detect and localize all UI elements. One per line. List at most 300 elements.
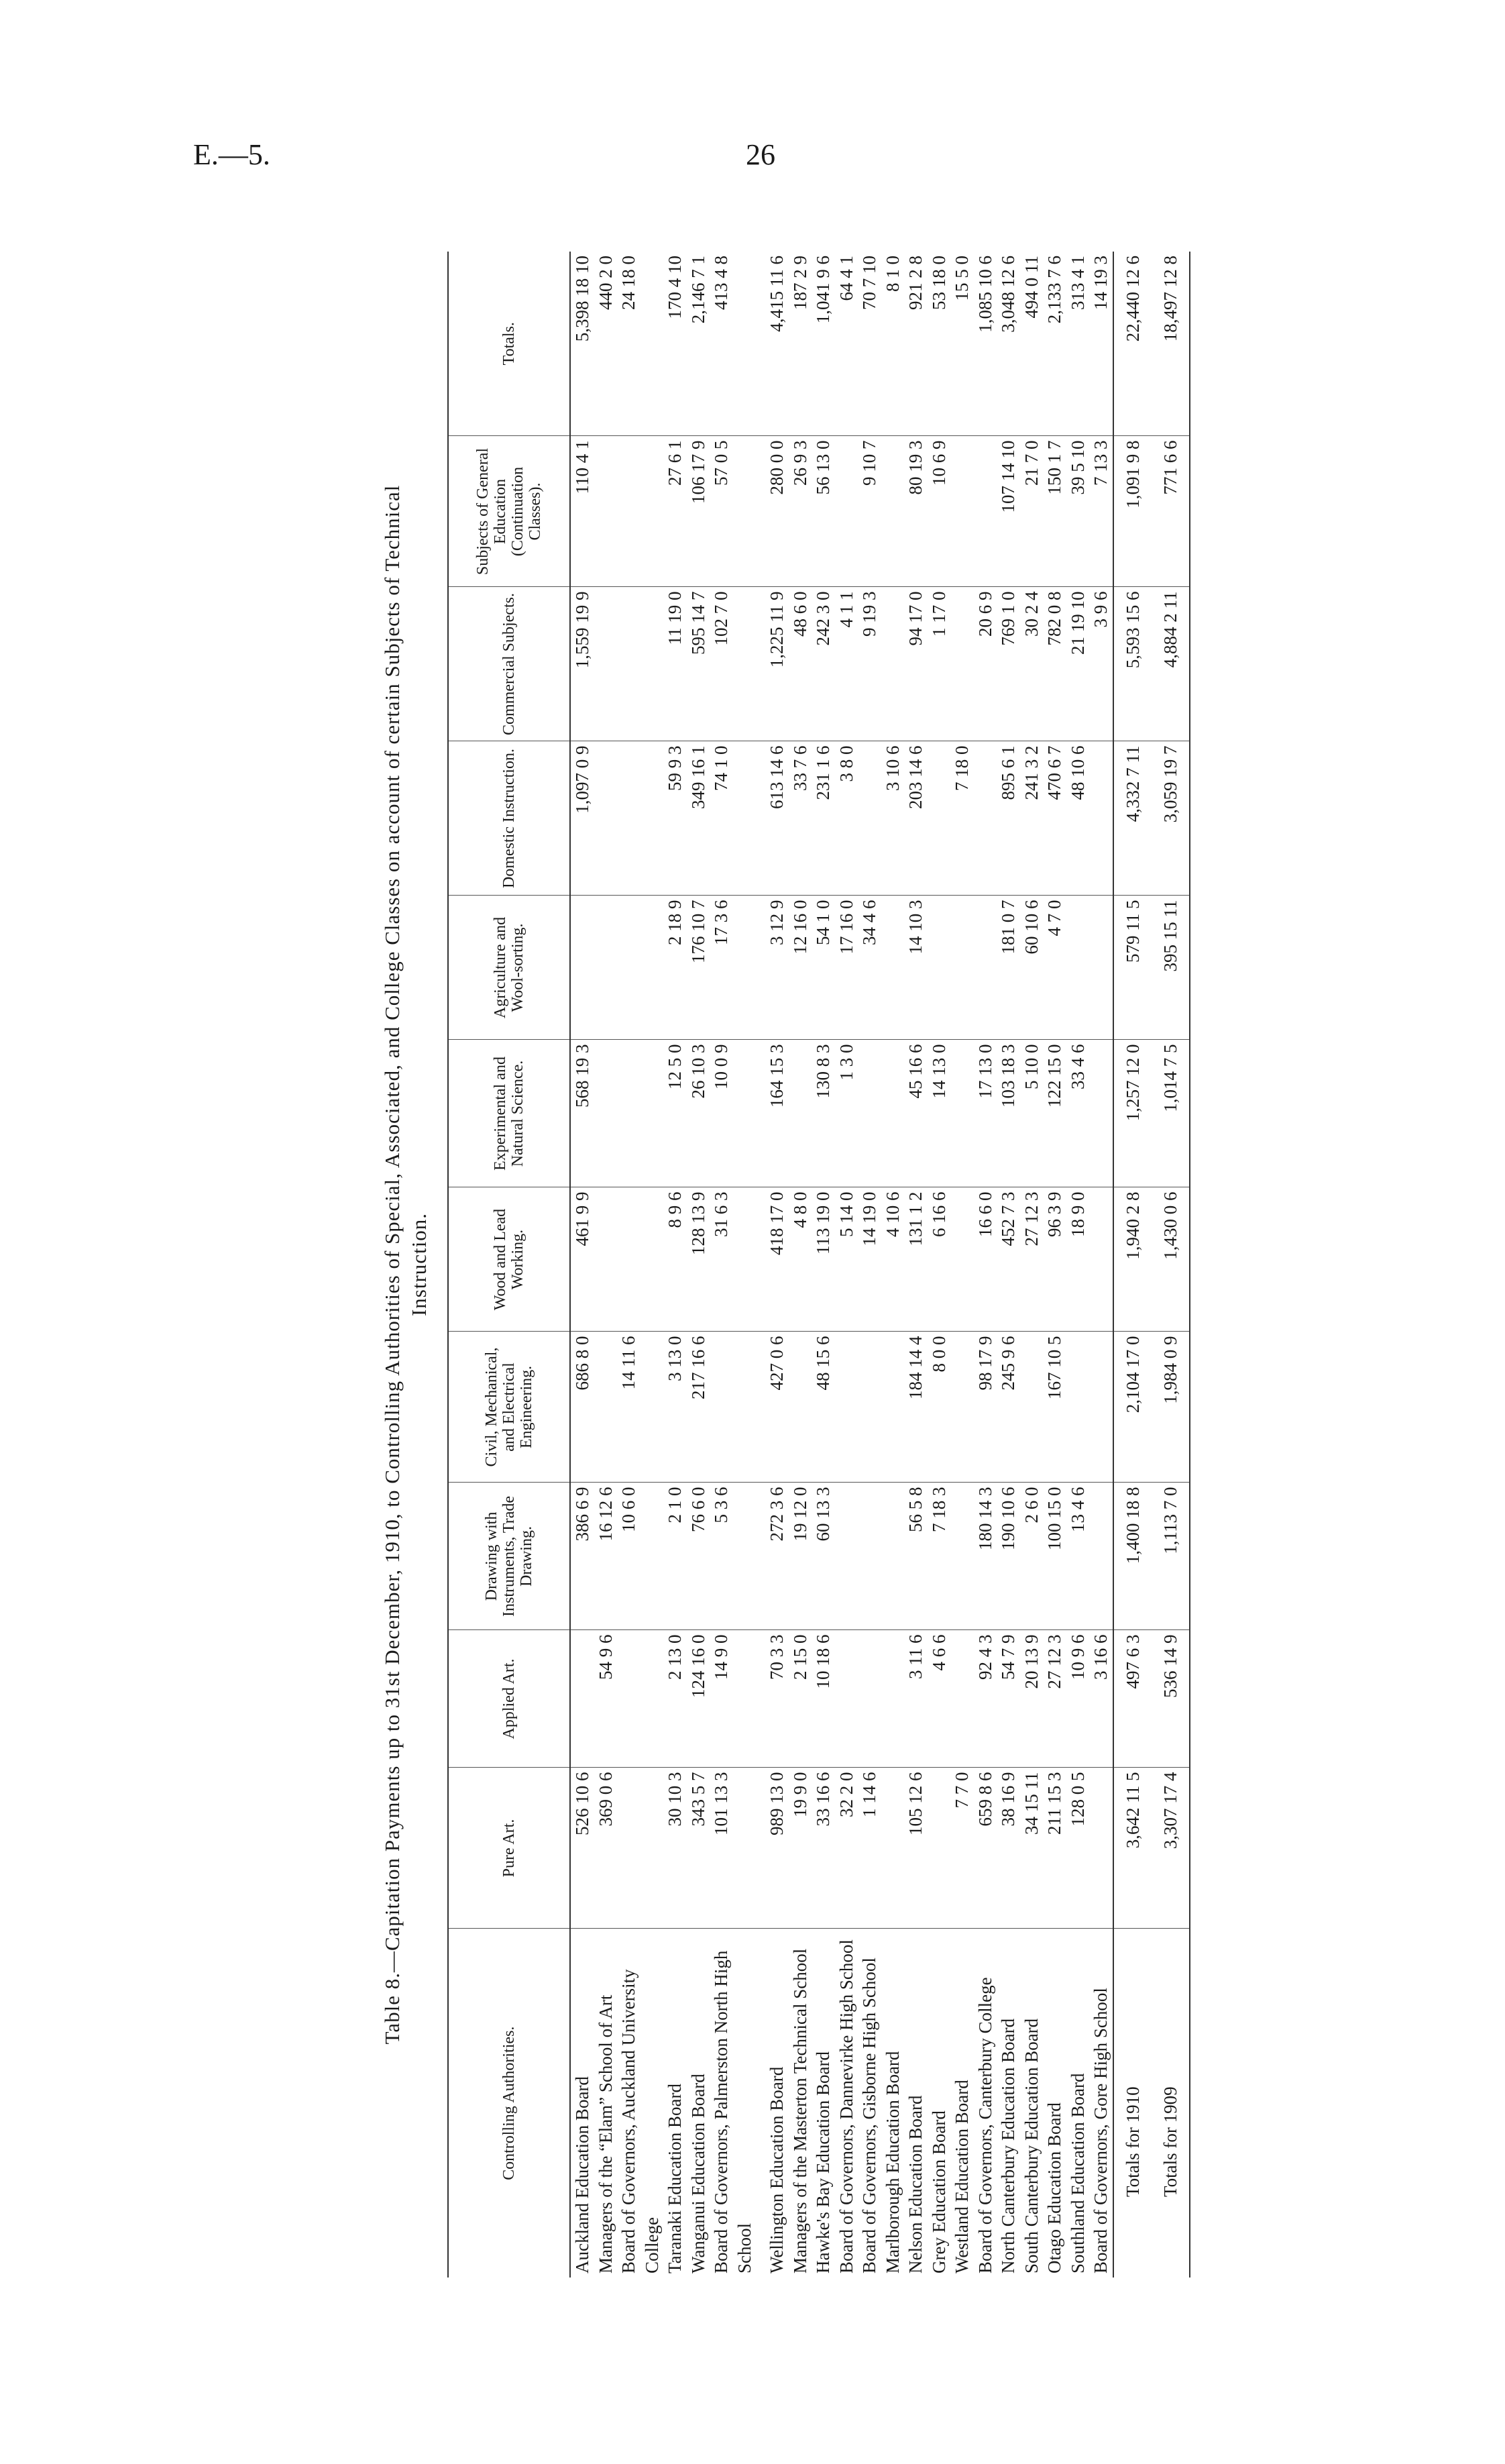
column-header: Totals. [448,252,570,436]
amount-cell: 14 19 3 [1089,252,1113,436]
amount-cell: 21 7 0 [1020,436,1044,587]
amount-cell [789,1332,812,1483]
amount-cell [950,1040,974,1187]
amount-cell: 1,400 18 8 [1113,1483,1152,1630]
authority-name: Marlborough Education Board [882,2051,903,2273]
caption-line-1: Table 8.—Capitation Payments up to 31st December, 1910, to Controlling Authorities of Special, Associated, and College Classes on account of certain Subjects of Technical [380,484,404,2045]
amount-cell: 33 7 6 [789,741,812,896]
amount-cell: 7 18 0 [950,741,974,896]
amount-cell: 131 1 2 [904,1187,928,1332]
amount-cell: 245 9 6 [997,1332,1020,1483]
amount-cell: 20 13 9 [1020,1630,1044,1768]
authority-name: Managers of the Masterton Technical School [789,1948,810,2273]
amount-cell: 130 8 3 [812,1040,835,1187]
amount-cell: 167 10 5 [1043,1332,1066,1483]
amount-cell: 5,398 18 10 [570,252,594,436]
amount-cell [1089,1040,1113,1187]
amount-cell [1089,1768,1113,1929]
column-header: Subjects of General Education (Continuation Classes). [448,436,570,587]
amount-cell: 113 19 0 [812,1187,835,1332]
amount-cell [858,1040,881,1187]
amount-cell: 1,559 19 9 [570,587,594,741]
amount-cell: 54 9 6 [594,1630,618,1768]
amount-cell [1089,741,1113,896]
capitation-table [447,252,1190,2278]
amount-cell: 10 18 6 [812,1630,835,1768]
table-row [617,252,663,2278]
amount-cell [1066,1332,1090,1483]
amount-cell: 5,593 15 6 [1113,587,1152,741]
amount-cell [617,1768,663,1929]
amount-cell: 94 17 0 [904,587,928,741]
amount-cell: 170 4 10 [663,252,687,436]
spacer-cell [756,1187,765,1332]
amount-cell: 211 15 3 [1043,1768,1066,1929]
amount-cell: 241 3 2 [1020,741,1044,896]
column-header: Experimental and Natural Science. [448,1040,570,1187]
amount-cell [1066,896,1090,1040]
amount-cell: 24 18 0 [617,252,663,436]
table-row [1066,252,1090,2278]
amount-cell: 12 16 0 [789,896,812,1040]
amount-cell [835,436,858,587]
authority-name: Board of Governors, Palmerston North High School [711,1950,755,2273]
amount-cell: 101 13 3 [710,1768,756,1929]
amount-cell: 57 0 5 [710,436,756,587]
amount-cell: 38 16 9 [997,1768,1020,1929]
table-row [765,252,789,2278]
table-row [904,252,928,2278]
amount-cell [928,741,951,896]
amount-cell [617,1040,663,1187]
amount-cell [974,436,997,587]
column-header: Drawing with Instruments, Trade Drawing. [448,1483,570,1630]
column-header: Civil, Mechanical, and Electrical Engineering. [448,1332,570,1483]
spacer-cell [756,741,765,896]
amount-cell [617,1630,663,1768]
amount-cell: 124 16 0 [687,1630,710,1768]
amount-cell [835,1332,858,1483]
amount-cell: 1,984 0 9 [1152,1332,1190,1483]
table-row [663,252,687,2278]
amount-cell: 1 17 0 [928,587,951,741]
authority-name: North Canterbury Education Board [998,2018,1018,2273]
amount-cell [881,1040,905,1187]
amount-cell: 3 16 6 [1089,1630,1113,1768]
amount-cell [881,587,905,741]
amount-cell: 1,097 0 9 [570,741,594,896]
amount-cell: 5 14 0 [835,1187,858,1332]
amount-cell: 4,332 7 11 [1113,741,1152,896]
amount-cell: 16 12 6 [594,1483,618,1630]
amount-cell: 11 19 0 [663,587,687,741]
amount-cell: 343 5 7 [687,1768,710,1929]
amount-cell [858,1630,881,1768]
table-row [997,252,1020,2278]
amount-cell [789,1040,812,1187]
amount-cell: 80 19 3 [904,436,928,587]
amount-cell [594,741,618,896]
amount-cell: 494 0 11 [1020,252,1044,436]
amount-cell: 242 3 0 [812,587,835,741]
amount-cell [710,1332,756,1483]
amount-cell: 56 5 8 [904,1483,928,1630]
amount-cell: 18 9 0 [1066,1187,1090,1332]
amount-cell: 128 13 9 [687,1187,710,1332]
amount-cell [570,896,594,1040]
amount-cell: 20 6 9 [974,587,997,741]
amount-cell: 1,225 11 9 [765,587,789,741]
amount-cell [617,896,663,1040]
amount-cell: 2,104 17 0 [1113,1332,1152,1483]
spacer-cell [756,1483,765,1630]
amount-cell [881,1630,905,1768]
amount-cell: 21 19 10 [1066,587,1090,741]
amount-cell: 2 1 0 [663,1483,687,1630]
table-row [1152,252,1190,2278]
amount-cell [950,1483,974,1630]
authority-name: Totals for 1909 [1152,1929,1190,2278]
column-header: Pure Art. [448,1768,570,1929]
amount-cell: 10 9 6 [1066,1630,1090,1768]
amount-cell [974,896,997,1040]
amount-cell: 105 12 6 [904,1768,928,1929]
amount-cell: 386 6 9 [570,1483,594,1630]
amount-cell: 10 6 9 [928,436,951,587]
amount-cell: 6 16 6 [928,1187,951,1332]
amount-cell [1089,1187,1113,1332]
amount-cell: 497 6 3 [1113,1630,1152,1768]
table-row [1113,252,1152,2278]
amount-cell: 8 1 0 [881,252,905,436]
amount-cell [594,1040,618,1187]
authority-name: Board of Governors, Gore High School [1091,1988,1111,2273]
amount-cell: 34 4 6 [858,896,881,1040]
amount-cell: 33 4 6 [1066,1040,1090,1187]
amount-cell: 921 2 8 [904,252,928,436]
amount-cell: 31 6 3 [710,1187,756,1332]
amount-cell: 280 0 0 [765,436,789,587]
amount-cell: 187 2 9 [789,252,812,436]
amount-cell [617,436,663,587]
amount-cell: 231 1 6 [812,741,835,896]
amount-cell: 8 9 6 [663,1187,687,1332]
table-caption [379,252,433,2278]
amount-cell [950,587,974,741]
amount-cell [594,1332,618,1483]
amount-cell: 1,430 0 6 [1152,1187,1190,1332]
amount-cell: 17 13 0 [974,1040,997,1187]
amount-cell: 96 3 9 [1043,1187,1066,1332]
page-code: E.—5. [193,138,270,171]
amount-cell [928,896,951,1040]
table-row [1043,252,1066,2278]
amount-cell: 1,085 10 6 [974,252,997,436]
amount-cell: 659 8 6 [974,1768,997,1929]
amount-cell: 76 6 0 [687,1483,710,1630]
amount-cell: 313 4 1 [1066,252,1090,436]
amount-cell: 3 11 6 [904,1630,928,1768]
table-row [928,252,951,2278]
amount-cell: 3 10 6 [881,741,905,896]
amount-cell: 4 1 1 [835,587,858,741]
amount-cell: 14 10 3 [904,896,928,1040]
amount-cell: 10 6 0 [617,1483,663,1630]
table-row [1089,252,1113,2278]
caption-line-2: Instruction. [407,1212,431,1317]
amount-cell: 413 4 8 [710,252,756,436]
authority-name: Westland Education Board [952,2080,972,2273]
amount-cell: 19 9 0 [789,1768,812,1929]
spacer-cell [756,896,765,1040]
amount-cell: 613 14 6 [765,741,789,896]
amount-cell [617,1187,663,1332]
amount-cell: 56 13 0 [812,436,835,587]
authority-name: Totals for 1910 [1113,1929,1152,2278]
spacer-cell [756,252,765,436]
amount-cell: 452 7 3 [997,1187,1020,1332]
amount-cell: 771 6 6 [1152,436,1190,587]
amount-cell: 3,642 11 5 [1113,1768,1152,1929]
amount-cell: 4 8 0 [789,1187,812,1332]
authority-name: Wanganui Education Board [687,2074,708,2273]
table-row [881,252,905,2278]
spacer-cell [756,1332,765,1483]
amount-cell [858,741,881,896]
authority-name: Nelson Education Board [905,2095,926,2273]
amount-cell [617,587,663,741]
amount-cell: 54 7 9 [997,1630,1020,1768]
amount-cell: 3,059 19 7 [1152,741,1190,896]
amount-cell: 526 10 6 [570,1768,594,1929]
amount-cell: 33 16 6 [812,1768,835,1929]
amount-cell: 100 15 0 [1043,1483,1066,1630]
amount-cell: 18,497 12 8 [1152,252,1190,436]
spacer-cell [756,1630,765,1768]
amount-cell: 217 16 6 [687,1332,710,1483]
amount-cell [835,1483,858,1630]
amount-cell: 22,440 12 6 [1113,252,1152,436]
amount-cell [1089,1332,1113,1483]
amount-cell: 92 4 3 [974,1630,997,1768]
column-header: Domestic Instruction. [448,741,570,896]
amount-cell: 176 10 7 [687,896,710,1040]
column-header: Agriculture and Wool-sorting. [448,896,570,1040]
amount-cell: 272 3 6 [765,1483,789,1630]
amount-cell: 70 7 10 [858,252,881,436]
amount-cell: 2 15 0 [789,1630,812,1768]
amount-cell: 180 14 3 [974,1483,997,1630]
amount-cell: 48 6 0 [789,587,812,741]
authority-name: Auckland Education Board [572,2076,592,2273]
amount-cell [1020,1332,1044,1483]
amount-cell [950,436,974,587]
spacer-cell [756,1040,765,1187]
authority-name: South Canterbury Education Board [1021,2018,1042,2273]
amount-cell: 4,884 2 11 [1152,587,1190,741]
table-row [570,252,594,2278]
amount-cell: 5 3 6 [710,1483,756,1630]
authority-name: Hawke's Bay Education Board [813,2051,833,2273]
spacer-cell [756,1768,765,1929]
amount-cell: 106 17 9 [687,436,710,587]
amount-cell: 60 10 6 [1020,896,1044,1040]
authority-name: Wellington Education Board [767,2066,787,2273]
amount-cell: 103 18 3 [997,1040,1020,1187]
amount-cell: 17 3 6 [710,896,756,1040]
authority-name: Grey Education Board [928,2110,949,2273]
amount-cell: 3 12 9 [765,896,789,1040]
amount-cell: 15 5 0 [950,252,974,436]
amount-cell: 2,133 7 6 [1043,252,1066,436]
amount-cell [1089,896,1113,1040]
amount-cell: 54 1 0 [812,896,835,1040]
amount-cell: 7 18 3 [928,1483,951,1630]
amount-cell: 568 19 3 [570,1040,594,1187]
amount-cell: 10 0 9 [710,1040,756,1187]
amount-cell: 74 1 0 [710,741,756,896]
amount-cell: 4 7 0 [1043,896,1066,1040]
amount-cell: 369 0 6 [594,1768,618,1929]
authority-name: Otago Education Board [1044,2102,1064,2273]
amount-cell: 184 14 4 [904,1332,928,1483]
amount-cell: 7 7 0 [950,1768,974,1929]
amount-cell: 181 0 7 [997,896,1020,1040]
amount-cell: 4 6 6 [928,1630,951,1768]
amount-cell: 579 11 5 [1113,896,1152,1040]
amount-cell: 190 10 6 [997,1483,1020,1630]
spacer-cell [756,587,765,741]
amount-cell: 1 14 6 [858,1768,881,1929]
table-row [950,252,974,2278]
authority-name: Managers of the “Elam” School of Art [595,1994,616,2273]
table-body [570,252,1190,2278]
authority-name: Board of Governors, Canterbury College [974,1977,995,2273]
amount-cell: 16 6 0 [974,1187,997,1332]
amount-cell: 4,415 11 6 [765,252,789,436]
amount-cell: 98 17 9 [974,1332,997,1483]
amount-cell: 769 1 0 [997,587,1020,741]
amount-cell [950,1630,974,1768]
amount-cell [570,1630,594,1768]
amount-cell: 17 16 0 [835,896,858,1040]
amount-cell: 1,091 9 8 [1113,436,1152,587]
amount-cell: 128 0 5 [1066,1768,1090,1929]
amount-cell: 27 6 1 [663,436,687,587]
amount-cell [858,1332,881,1483]
amount-cell: 26 10 3 [687,1040,710,1187]
amount-cell: 3,307 17 4 [1152,1768,1190,1929]
authority-name: Board of Governors, Gisborne High School [859,1958,879,2273]
column-header: Controlling Authorities. [448,1929,570,2278]
amount-cell: 395 15 11 [1152,896,1190,1040]
amount-cell [881,436,905,587]
amount-cell: 595 14 7 [687,587,710,741]
authority-name: Board of Governors, Dannevirke High School [836,1939,856,2273]
authority-name: Board of Governors, Auckland University College [618,1969,662,2273]
amount-cell: 349 16 1 [687,741,710,896]
amount-cell: 3,048 12 6 [997,252,1020,436]
amount-cell: 1,041 9 6 [812,252,835,436]
column-header: Wood and Lead Working. [448,1187,570,1332]
amount-cell: 5 10 0 [1020,1040,1044,1187]
amount-cell [974,741,997,896]
amount-cell: 48 15 6 [812,1332,835,1483]
amount-cell: 14 19 0 [858,1187,881,1332]
amount-cell: 203 14 6 [904,741,928,896]
table-row [687,252,710,2278]
amount-cell [594,1187,618,1332]
amount-cell: 2 13 0 [663,1630,687,1768]
amount-cell: 7 13 3 [1089,436,1113,587]
amount-cell: 34 15 11 [1020,1768,1044,1929]
amount-cell: 30 10 3 [663,1768,687,1929]
table-row [974,252,997,2278]
amount-cell: 12 5 0 [663,1040,687,1187]
amount-cell [594,436,618,587]
amount-cell: 536 14 9 [1152,1630,1190,1768]
amount-cell [617,741,663,896]
amount-cell: 19 12 0 [789,1483,812,1630]
amount-cell: 102 7 0 [710,587,756,741]
amount-cell: 110 4 1 [570,436,594,587]
amount-cell: 1 3 0 [835,1040,858,1187]
amount-cell: 39 5 10 [1066,436,1090,587]
amount-cell: 164 15 3 [765,1040,789,1187]
table-row [835,252,858,2278]
amount-cell: 989 13 0 [765,1768,789,1929]
table-row [1020,252,1044,2278]
table-header-row [448,252,570,2278]
amount-cell: 27 12 3 [1043,1630,1066,1768]
column-header: Commercial Subjects. [448,587,570,741]
amount-cell: 150 1 7 [1043,436,1066,587]
amount-cell: 3 9 6 [1089,587,1113,741]
page-number: 26 [746,138,775,171]
amount-cell: 60 13 3 [812,1483,835,1630]
amount-cell: 32 2 0 [835,1768,858,1929]
amount-cell: 14 13 0 [928,1040,951,1187]
amount-cell: 782 0 8 [1043,587,1066,741]
amount-cell [881,1483,905,1630]
amount-cell: 895 6 1 [997,741,1020,896]
amount-cell: 48 10 6 [1066,741,1090,896]
amount-cell [881,1332,905,1483]
amount-cell [950,896,974,1040]
amount-cell: 3 8 0 [835,741,858,896]
amount-cell [950,1187,974,1332]
amount-cell: 418 17 0 [765,1187,789,1332]
amount-cell: 9 10 7 [858,436,881,587]
amount-cell: 26 9 3 [789,436,812,587]
spacer-cell [756,436,765,587]
amount-cell: 53 18 0 [928,252,951,436]
amount-cell: 2,146 7 1 [687,252,710,436]
amount-cell: 9 19 3 [858,587,881,741]
table-row [710,252,756,2278]
amount-cell: 45 16 6 [904,1040,928,1187]
amount-cell: 59 9 3 [663,741,687,896]
amount-cell: 70 3 3 [765,1630,789,1768]
amount-cell: 8 0 0 [928,1332,951,1483]
amount-cell: 27 12 3 [1020,1187,1044,1332]
amount-cell: 13 4 6 [1066,1483,1090,1630]
amount-cell: 14 11 6 [617,1332,663,1483]
row-spacer [756,252,765,2278]
spacer-cell [756,1929,765,2278]
table-row [594,252,618,2278]
amount-cell: 107 14 10 [997,436,1020,587]
